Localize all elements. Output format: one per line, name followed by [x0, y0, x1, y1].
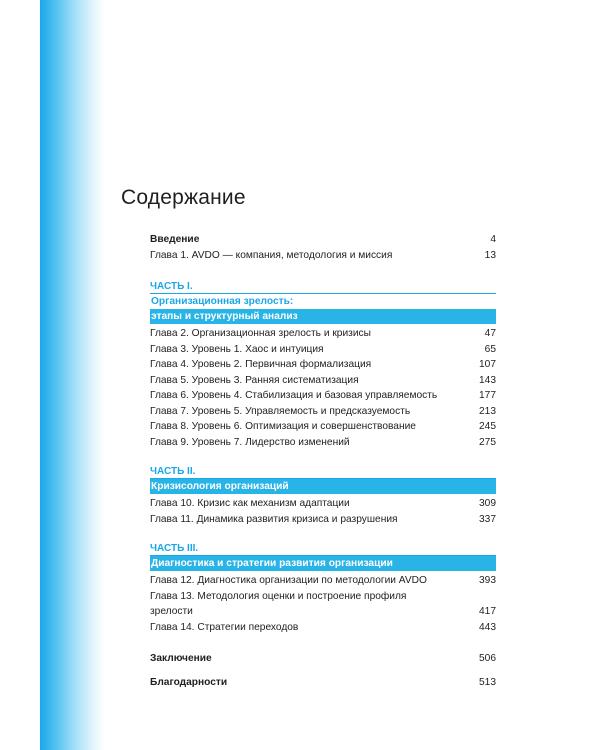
toc-entry-label: Глава 13. Методология оценки и построение профиля зрелости [150, 590, 407, 617]
toc-entry-page: 393 [479, 575, 496, 586]
toc-entry-page: 245 [479, 421, 496, 432]
toc-entry-chapter-9[interactable] [150, 435, 496, 451]
part-title-line: Диагностика и стратегии развития организации [150, 556, 496, 571]
spacer [150, 667, 496, 675]
toc-entry-label: Глава 10. Кризис как механизм адаптации [150, 498, 350, 509]
part-1-header [150, 279, 496, 324]
toc-entry-label: Глава 12. Диагностика организации по методологии AVDO [150, 575, 427, 586]
part-label: ЧАСТЬ III. [150, 541, 496, 556]
toc-entry-page: 65 [484, 343, 496, 355]
spacer [150, 635, 496, 651]
toc-entry-label: Глава 14. Стратегии переходов [150, 621, 299, 633]
part-3-header [150, 541, 496, 571]
toc-entry-page: 275 [479, 436, 496, 448]
toc-entry-label: Введение [150, 234, 200, 245]
toc-entry-label: Глава 3. Уровень 1. Хаос и интуиция [150, 343, 324, 355]
table-of-contents [150, 232, 496, 690]
toc-entry-chapter-3[interactable] [150, 342, 496, 358]
toc-entry-conclusion[interactable] [150, 651, 496, 667]
toc-entry-label: Глава 7. Уровень 5. Управляемость и предсказуемость [150, 405, 411, 417]
toc-entry-page: 513 [479, 676, 496, 688]
part-2-header [150, 464, 496, 494]
toc-entry-chapter-8[interactable] [150, 419, 496, 435]
toc-entry-chapter-10[interactable] [150, 496, 496, 512]
toc-entry-label: Глава 6. Уровень 4. Стабилизация и базовая управляемость [150, 390, 438, 401]
toc-entry-page: 13 [484, 249, 496, 261]
part-title-line: этапы и структурный анализ [150, 309, 496, 324]
toc-entry-label: Глава 2. Организационная зрелость и кризисы [150, 328, 371, 339]
spine-gradient [40, 0, 105, 750]
toc-entry-chapter-7[interactable] [150, 404, 496, 420]
page-margin [0, 0, 40, 750]
toc-entry-chapter-2[interactable] [150, 326, 496, 342]
toc-entry-label: Глава 4. Уровень 2. Первичная формализация [150, 359, 372, 370]
toc-entry-label: Глава 8. Уровень 6. Оптимизация и совершенствование [150, 421, 416, 432]
toc-entry-chapter-6[interactable] [150, 388, 496, 404]
part-title-line: Организационная зрелость: [151, 296, 294, 307]
toc-entry-page: 417 [479, 606, 496, 617]
toc-entry-label: Благодарности [150, 676, 228, 688]
toc-entry-page: 4 [490, 234, 496, 245]
toc-entry-chapter-14[interactable] [150, 620, 496, 636]
toc-entry-label: Глава 1. AVDO — компания, методология и миссия [150, 249, 393, 261]
toc-entry-label: Заключение [150, 653, 212, 664]
toc-entry-acknowledgements[interactable] [150, 675, 496, 691]
toc-entry-chapter-11[interactable] [150, 512, 496, 528]
part-label: ЧАСТЬ I. [150, 279, 496, 294]
toc-entry-page: 177 [479, 390, 496, 401]
toc-entry-intro[interactable] [150, 232, 496, 248]
toc-entry-page: 443 [479, 621, 496, 633]
page-title: Содержание [121, 186, 246, 209]
toc-entry-chapter-5[interactable] [150, 373, 496, 389]
toc-entry-page: 107 [479, 359, 496, 370]
toc-entry-page: 47 [484, 328, 496, 339]
toc-entry-chapter-1[interactable] [150, 248, 496, 264]
toc-entry-chapter-4[interactable] [150, 357, 496, 373]
toc-entry-page: 213 [479, 405, 496, 417]
toc-entry-label: Глава 5. Уровень 3. Ранняя систематизация [150, 374, 359, 386]
toc-entry-page: 337 [479, 513, 496, 525]
toc-entry-label: Глава 11. Динамика развития кризиса и разрушения [150, 513, 398, 525]
toc-entry-label: Глава 9. Уровень 7. Лидерство изменений [150, 436, 350, 448]
part-title-line: Кризисология организаций [150, 479, 496, 494]
toc-entry-chapter-13[interactable] [150, 589, 496, 620]
toc-entry-page: 309 [479, 498, 496, 509]
toc-entry-chapter-12[interactable] [150, 573, 496, 589]
toc-entry-page: 506 [479, 653, 496, 664]
toc-entry-page: 143 [479, 374, 496, 386]
part-label: ЧАСТЬ II. [150, 464, 496, 479]
